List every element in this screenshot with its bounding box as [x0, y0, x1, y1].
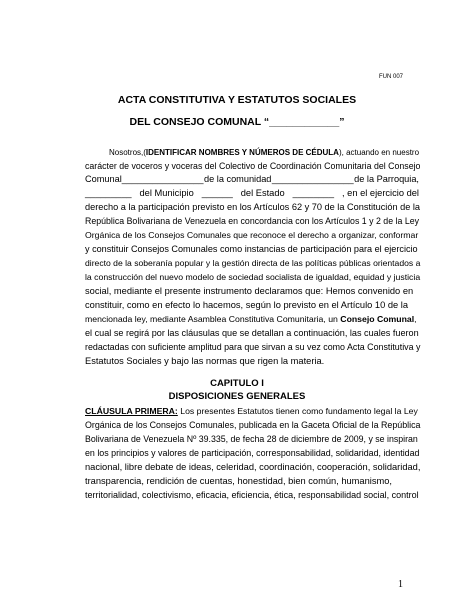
text-run: del Municipio [139, 188, 194, 198]
form-code: FUN 007 [378, 74, 403, 80]
paragraph-line [85, 187, 419, 199]
paragraph-line [85, 405, 419, 417]
paragraph-line: nacional, libre debate de ideas, celeridad, coordinación, cooperación, solidaridad, [85, 462, 421, 472]
paragraph-line: la construcción del nuevo modelo de sociedad socialista de igualdad, equidad y justicia [85, 272, 421, 282]
chapter-title: DISPOSICIONES GENERALES [168, 391, 306, 402]
paragraph-line: transparencia, rendición de cuentas, honestidad, bien común, humanismo, [85, 476, 392, 486]
paragraph-line: y constituir Consejos Comunales como instancias de participación para el ejercicio [85, 244, 418, 254]
paragraph-line: directo de la soberanía popular y la gestión directa de las políticas públicas orientados a [85, 258, 421, 268]
page-number: 1 [398, 579, 403, 590]
blank-field: ______ [201, 188, 233, 198]
clause-heading: CLÁUSULA PRIMERA: [85, 406, 178, 416]
paragraph-line: República Bolivariana de Venezuela en concordancia con los Artículos 1 y 2 de la Ley [85, 216, 420, 226]
text-run: Nosotros,( [109, 148, 146, 157]
document-title-line-2: DEL CONSEJO COMUNAL “____________” [129, 116, 345, 128]
paragraph-line: en los principios y valores de participación, corresponsabilidad, solidaridad, identidad [85, 448, 420, 458]
paragraph-line: social, mediante el presente instrumento declaramos que: Hemos convenido en [85, 286, 414, 296]
paragraph-line [109, 147, 419, 159]
placeholder-names: IDENTIFICAR NOMBRES Y NÚMEROS DE CÉDULA [145, 148, 339, 157]
paragraph-line: carácter de voceros y voceras del Colectivo de Coordinación Comunitaria del Consejo [85, 161, 421, 171]
text-run: de la Parroquia, [354, 174, 419, 184]
paragraph-line: derecho a la participación previsto en los Artículos 62 y 70 de la Constitución de la [85, 202, 421, 212]
document-title-line-1: ACTA CONSTITUTIVA Y ESTATUTOS SOCIALES [117, 94, 357, 106]
blank-field: _________ [85, 188, 132, 198]
text-run: , [414, 314, 417, 324]
paragraph-line: constituir, como en efecto lo hacemos, según lo previsto en el Artículo 10 de la [85, 300, 408, 310]
text-run: de la comunidad [204, 174, 272, 184]
paragraph-line: Orgánica de los Consejos Comunales, publicada en la Gaceta Oficial de la República [85, 420, 421, 430]
paragraph-line: Estatutos Sociales y bajo las normas que rigen la materia. [85, 356, 325, 366]
text-run: , en el ejercicio del [342, 188, 419, 198]
chapter-heading: CAPITULO I [210, 378, 264, 389]
paragraph-line: redactadas con suficiente amplitud para que sirvan a su vez como Acta Constitutiva y [85, 342, 421, 352]
paragraph-line [85, 173, 419, 185]
paragraph-line: Bolivariana de Venezuela Nº 39.335, de fecha 28 de diciembre de 2009, y se inspiran [85, 434, 418, 444]
paragraph-line: Orgánica de los Consejos Comunales que reconoce el derecho a organizar, conformar [85, 230, 419, 240]
paragraph-line: el cual se regirá por las cláusulas que se detallan a continuación, las cuales fueron [85, 328, 419, 338]
text-run: Los presentes Estatutos tienen como fundamento legal la Ley [177, 406, 418, 416]
text-run: del Estado [240, 188, 285, 198]
paragraph-line: territorialidad, colectivismo, eficacia, eficiencia, ética, responsabilidad social, control [85, 490, 419, 500]
paragraph-line [85, 313, 419, 325]
blank-field: ________ [292, 188, 335, 198]
text-run: ), actuando en nuestro [338, 148, 420, 157]
text-run: mencionada ley, mediante Asamblea Constitutiva Comunitaria, un [85, 314, 341, 324]
text-run: Comunal________________ [85, 174, 204, 184]
bold-term: Consejo Comunal [340, 314, 415, 324]
blank-field: ________________ [271, 174, 354, 184]
